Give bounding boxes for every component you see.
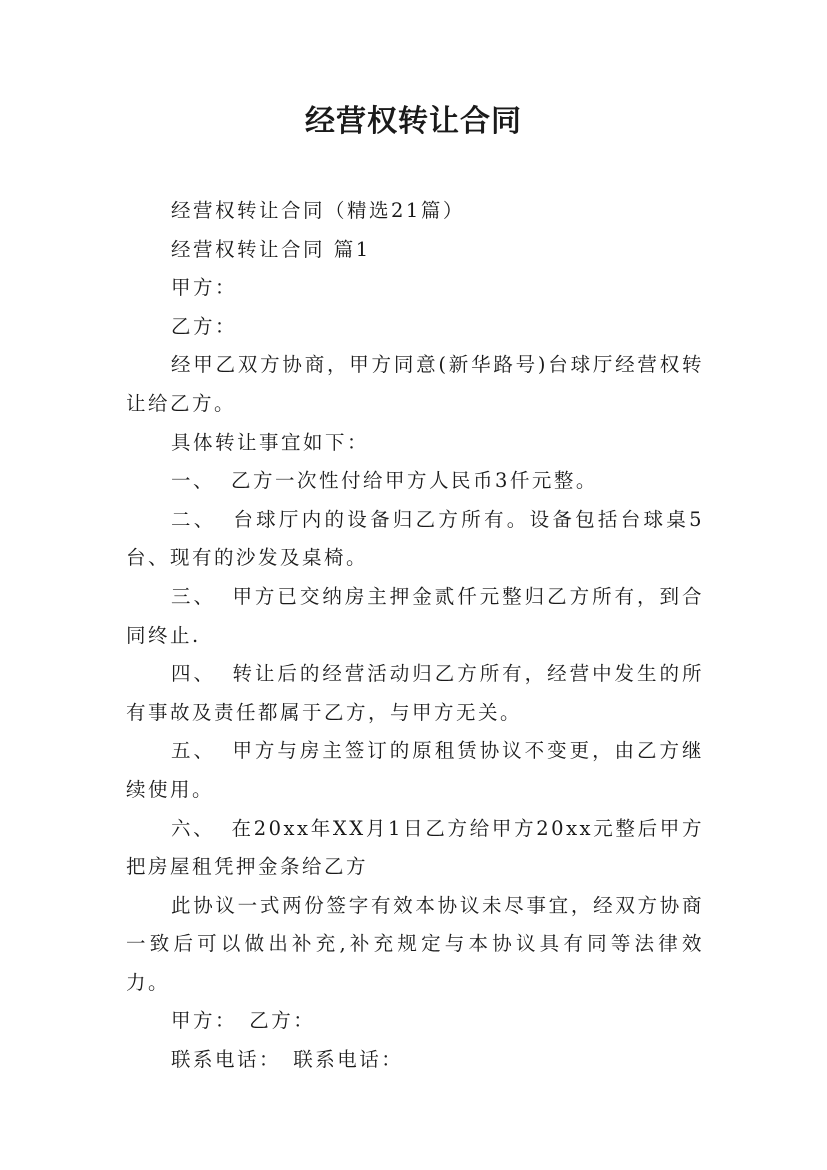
- clause-number: 五、: [171, 739, 216, 763]
- paragraph-text: 此协议一式两份签字有效本协议未尽事宜，经双方协商一致后可以做出补充,补充规定与本协议具有同等法律效力。: [126, 893, 704, 994]
- clause-2: [126, 501, 704, 578]
- clause-text: 乙方一次性付给甲方人民币3仟元整。: [231, 469, 598, 493]
- clause-6: [126, 810, 704, 887]
- clause-1: [126, 462, 704, 501]
- clause-number: 一、: [171, 469, 216, 493]
- paragraph-text: 具体转让事宜如下：: [171, 430, 370, 454]
- paragraph-text: 甲方：: [171, 276, 238, 300]
- clause-5: [126, 732, 704, 809]
- clause-text: 甲方与房主签订的原租赁协议不变更，由乙方继续使用。: [126, 739, 704, 801]
- paragraph-text: 经营权转让合同（精选21篇）: [171, 199, 465, 222]
- closing-paragraph: [126, 887, 704, 1003]
- clause-number: 二、: [171, 507, 217, 531]
- clause-text: 在20xx年XX月1日乙方给甲方20xx元整后甲方把房屋租凭押金条给乙方: [126, 816, 704, 879]
- section-heading: [126, 231, 704, 270]
- clause-number: 三、: [171, 584, 216, 608]
- paragraph-text: 联系电话： 联系电话：: [171, 1048, 404, 1072]
- signature-line: [126, 1002, 704, 1041]
- clause-3: [126, 578, 704, 655]
- contact-line: [126, 1041, 704, 1080]
- clause-number: 四、: [171, 662, 216, 686]
- clause-4: [126, 655, 704, 732]
- subtitle-paragraph: [126, 192, 704, 231]
- paragraph-text: 甲方： 乙方：: [171, 1009, 316, 1033]
- clause-number: 六、: [171, 816, 216, 840]
- details-heading: [126, 424, 704, 463]
- paragraph-text: 经甲乙双方协商，甲方同意(新华路号)台球厅经营权转让给乙方。: [126, 353, 704, 415]
- document-title: 经营权转让合同: [305, 104, 522, 139]
- clause-text: 台球厅内的设备归乙方所有。设备包括台球桌5台、现有的沙发及桌椅。: [126, 507, 704, 570]
- intro-paragraph: [126, 346, 704, 423]
- paragraph-text: 乙方：: [171, 314, 238, 338]
- clause-text: 转让后的经营活动归乙方所有，经营中发生的所有事故及责任都属于乙方，与甲方无关。: [126, 662, 704, 724]
- clause-text: 甲方已交纳房主押金贰仟元整归乙方所有，到合同终止.: [126, 584, 704, 647]
- party-b-line: [126, 308, 704, 347]
- party-a-line: [126, 269, 704, 308]
- document-body: [126, 192, 704, 1080]
- paragraph-text: 经营权转让合同 篇1: [171, 237, 371, 261]
